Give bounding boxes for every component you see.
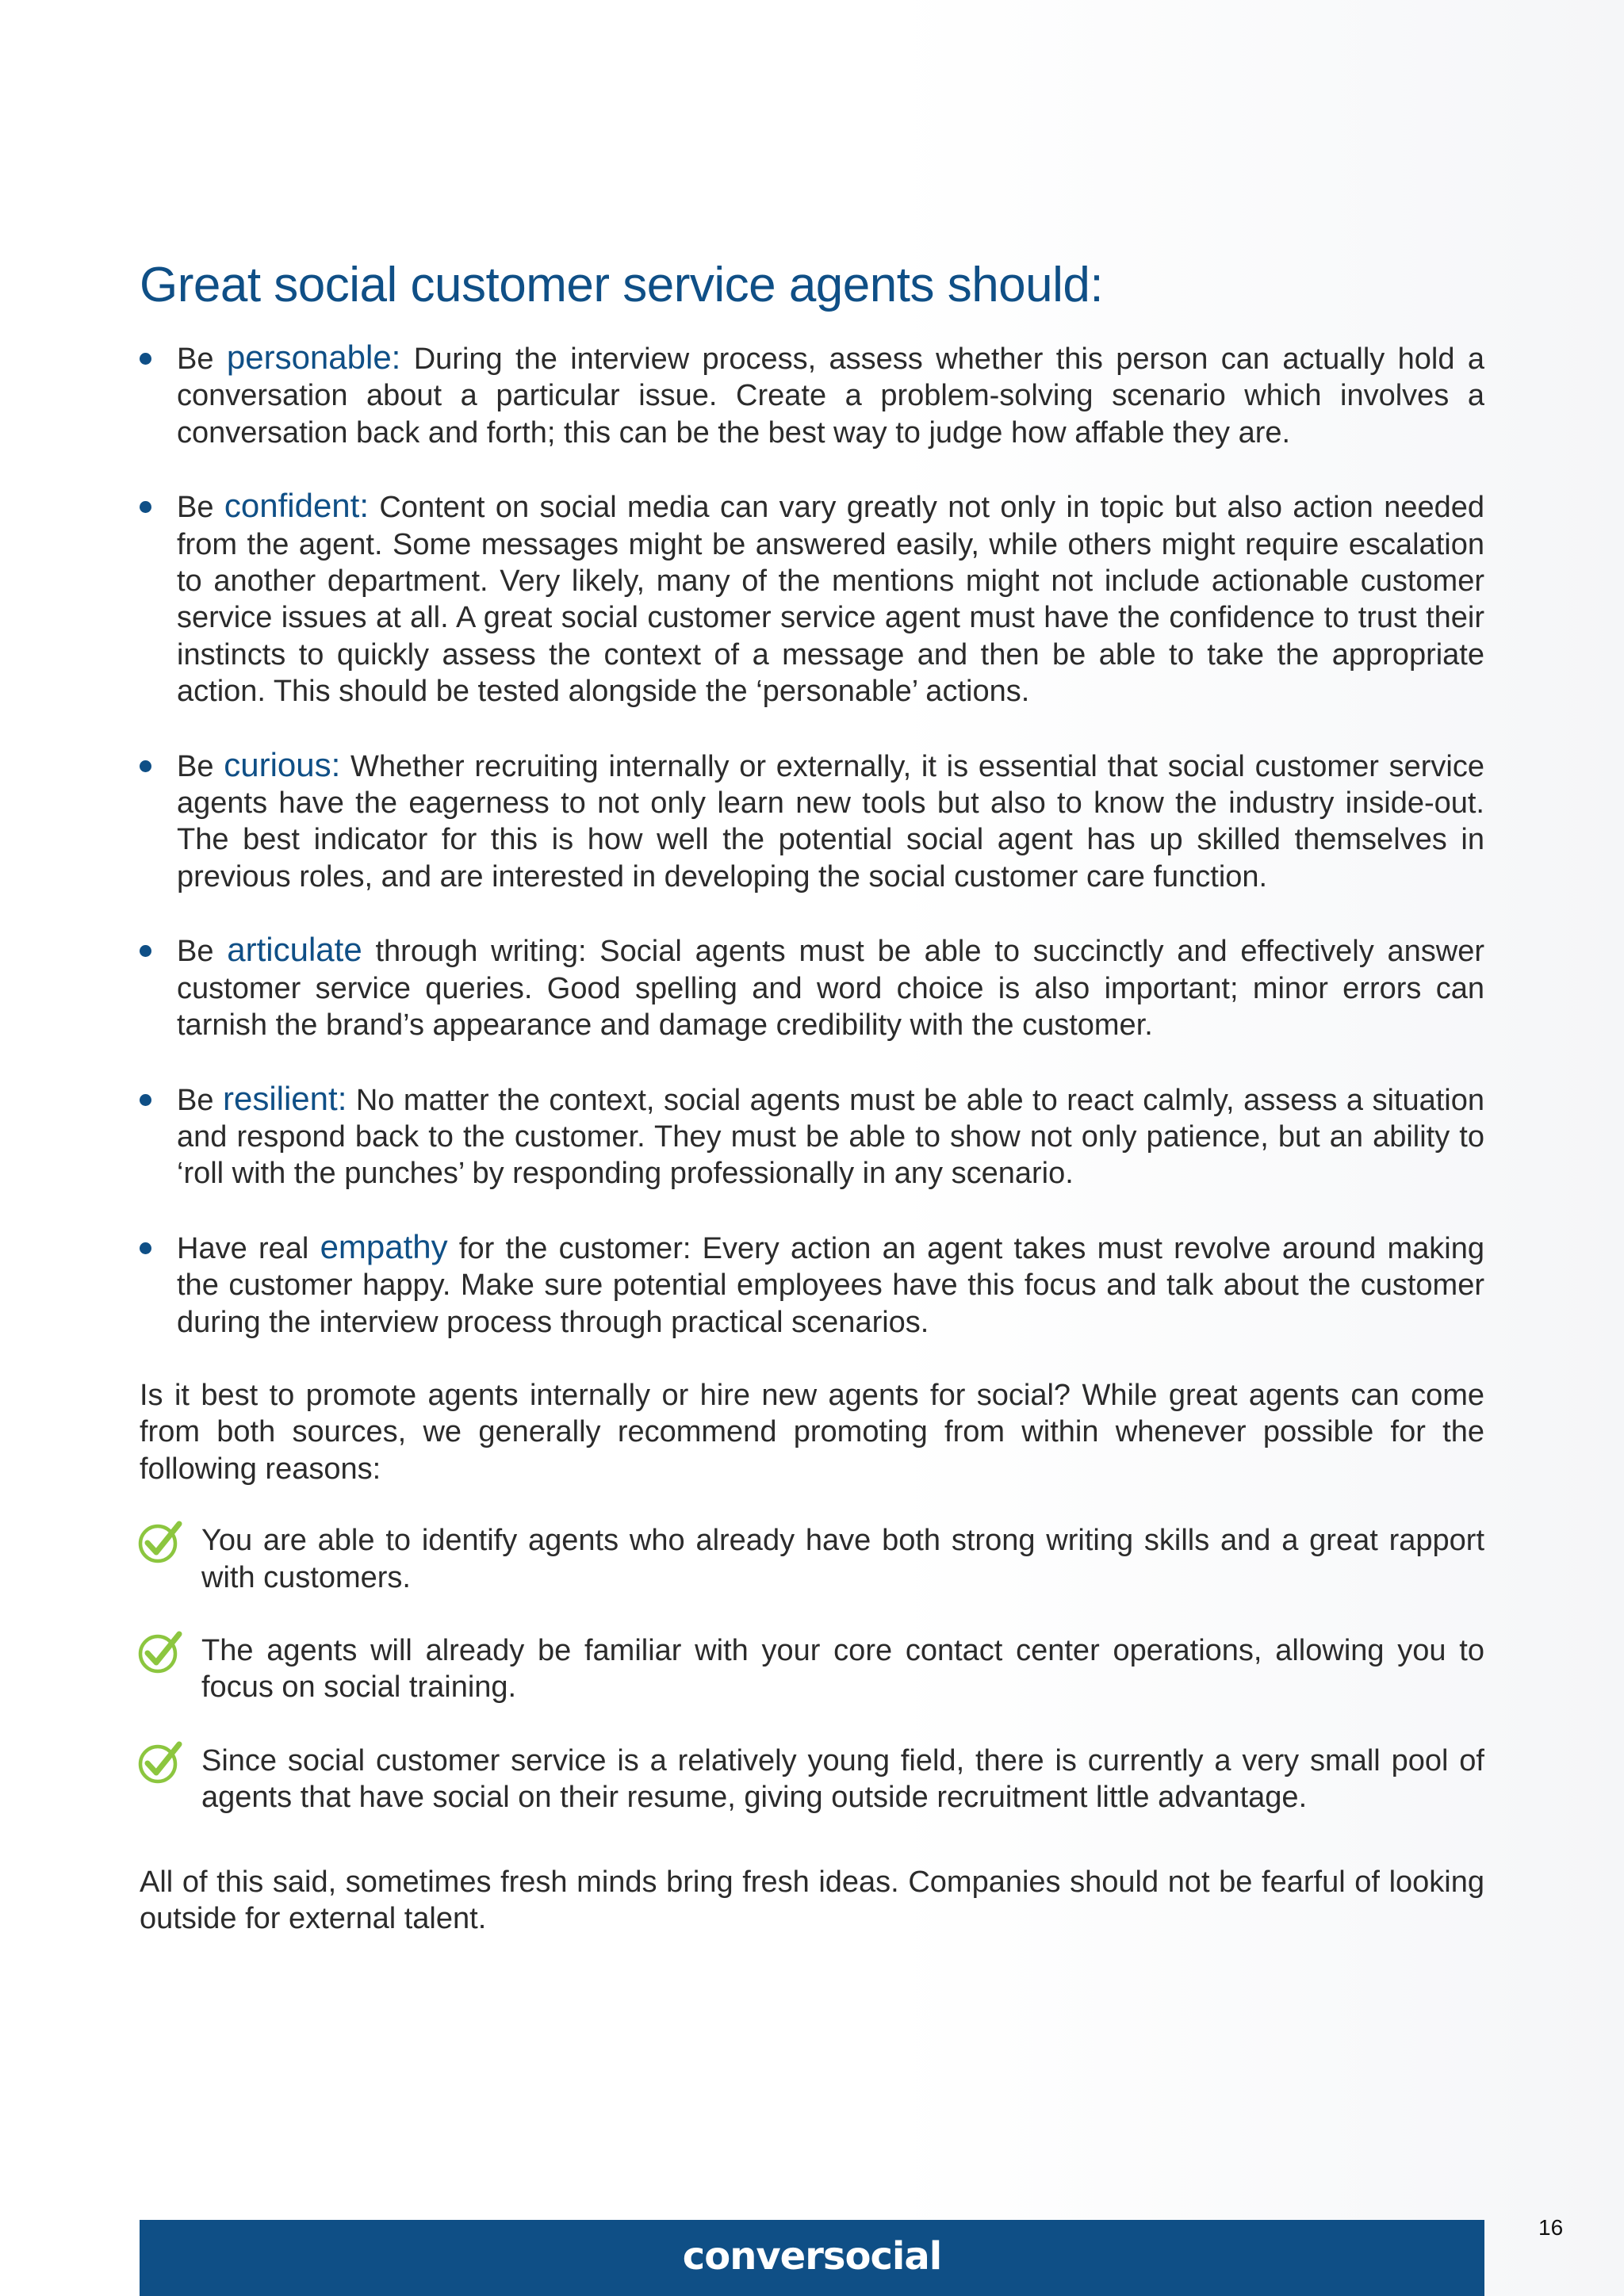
bullet-text: for the customer: Every action an agent takes must revolve around making the customer happy. Make sure potential employees have this focus and talk about the customer during the interview process through practical scenarios. [177,1231,1484,1339]
list-item [140,1522,1484,1596]
list-item [140,1229,1484,1341]
page-number: 16 [1538,2215,1564,2240]
bullet-dot-icon [140,501,151,513]
list-item [140,488,1484,710]
list-item [140,1632,1484,1706]
bullet-keyword: personable: [226,339,401,376]
checkmark-icon [136,1738,186,1787]
page-title: Great social customer service agents should: [140,258,1104,312]
bullet-dot-icon [140,760,151,772]
brand-logo: conversocial [682,2234,942,2279]
bullet-text: through writing: Social agents must be able to succinctly and effectively answer customer service queries. Good spelling and word choice is also important; minor errors can tarnish the brand’s appearance and damage credibility with the customer. [177,935,1484,1043]
bullet-text: No matter the context, social agents must be able to react calmly, assess a situation and respond back to the customer. They must be able to show not only patience, but an ability to ‘roll with the punches’ by responding professionally in any scenario. [177,1083,1484,1191]
reason-text: Since social customer service is a relatively young field, there is currently a very small pool of agents that have social on their resume, giving outside recruitment little advantage. [201,1743,1484,1815]
bullet-prefix: Be [177,342,227,376]
bullet-dot-icon [140,945,151,957]
reason-text: You are able to identify agents who already have both strong writing skills and a great rapport with customers. [201,1524,1484,1594]
checkmark-icon [136,1628,186,1677]
closing-paragraph: All of this said, sometimes fresh minds bring fresh ideas. Companies should not be fearful of looking outside for external talent. [140,1865,1484,1935]
bullet-keyword: articulate [227,931,362,969]
footer-bar [140,2220,1484,2296]
bullet-prefix: Be [177,491,224,525]
bullet-prefix: Be [177,935,228,969]
intro-paragraph: Is it best to promote agents internally or hire new agents for social? While great agents can come from both sources, we generally recommend promoting from within whenever possible for the following reasons: [140,1378,1484,1486]
bullet-text: During the interview process, assess whether this person can actually hold a conversation about a particular issue. Create a problem-solving scenario which involves a conversation back and forth; this can be the best way to judge how affable they are. [177,342,1484,450]
list-item [140,1743,1484,1816]
bullet-keyword: empathy [320,1227,448,1265]
list-item [140,932,1484,1043]
list-item [140,339,1484,451]
bullet-keyword: confident: [224,487,370,525]
bullet-dot-icon [140,1242,151,1254]
bullet-prefix: Be [177,749,224,783]
bullet-keyword: resilient: [222,1079,347,1117]
reason-text: The agents will already be familiar with your core contact center operations, allowing you to focus on social training. [201,1633,1484,1705]
agent-qualities-list [140,339,1484,1341]
checkmark-icon [136,1517,186,1567]
bullet-text: Whether recruiting internally or externally, it is essential that social customer service agents have the eagerness to not only learn new tools but also to know the industry inside-out. The best indicator for this is how well the potential social agent has up skilled themselves in previous roles, and are interested in developing the social customer care function. [177,749,1484,894]
bullet-keyword: curious: [224,745,341,783]
bullet-dot-icon [140,1094,151,1106]
bullet-prefix: Have real [177,1231,320,1265]
list-item [140,1081,1484,1192]
bullet-prefix: Be [177,1083,223,1117]
bullet-dot-icon [140,353,151,365]
main-content [140,252,1484,1972]
reasons-list [140,1522,1484,1816]
list-item [140,747,1484,896]
bullet-text: Content on social media can vary greatly not only in topic but also action needed from the agent. Some messages might be answered easily, while others might require escalation to another department. Very likely, many of the mentions might not include actionable customer service issues at all. A great social customer service agent must have the confidence to trust their instincts to quickly assess the context of a message and then be able to take the appropriate action. This should be tested alongside the ‘personable’ actions. [177,491,1484,709]
